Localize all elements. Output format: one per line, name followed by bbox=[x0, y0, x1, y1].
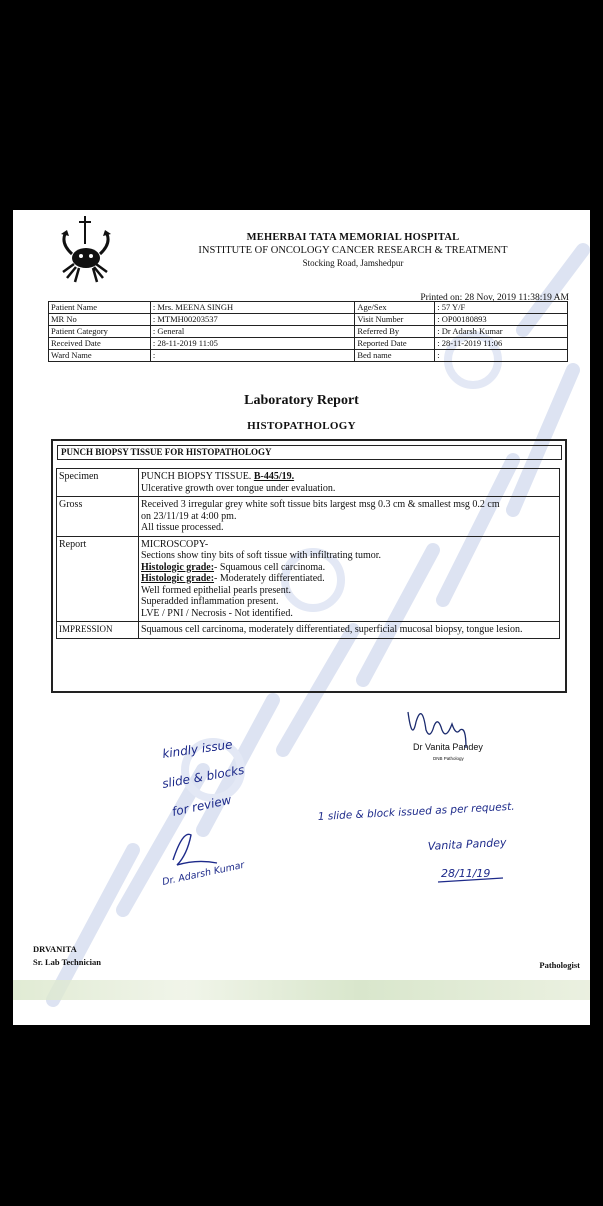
scanner-watermark-label: Scanned by CamScanner bbox=[433, 1002, 573, 1017]
report-page bbox=[13, 210, 590, 1025]
hospital-address: Stocking Road, Jamshedpur bbox=[302, 258, 404, 268]
specimen-code: B-445/19. bbox=[253, 471, 295, 482]
note-left-line3: for review bbox=[170, 792, 233, 819]
impression-label: IMPRESSION bbox=[57, 622, 139, 639]
micro-line1: Sections show tiny bits of soft tissue with infiltrating tumor. bbox=[141, 550, 381, 561]
pathologist-qualification: DNB Pathology bbox=[433, 756, 464, 761]
note-right-date: 28/11/19 bbox=[441, 867, 491, 880]
value-received-date: : 28-11-2019 11:05 bbox=[150, 338, 355, 350]
label-visit-number: Visit Number bbox=[355, 314, 435, 326]
gross-line2: on 23/11/19 at 4:00 pm. bbox=[141, 510, 237, 522]
label-bed-name: Bed name bbox=[355, 350, 435, 362]
label-reported-date: Reported Date bbox=[355, 338, 435, 350]
note-left-sign: Dr. Adarsh Kumar bbox=[161, 859, 246, 888]
report-title: Laboratory Report bbox=[244, 393, 359, 408]
note-left-line2: slide & blocks bbox=[161, 762, 246, 791]
label-patient-name: Patient Name bbox=[49, 302, 151, 314]
label-ward-name: Ward Name bbox=[49, 350, 151, 362]
impression-value: Squamous cell carcinoma, moderately differentiated, superficial mucosal biopsy, tongue lesion. bbox=[139, 622, 560, 639]
pathologist-name: Dr Vanita Pandey bbox=[413, 742, 483, 752]
note-right: 1 slide & block issued as per request. bbox=[317, 800, 515, 823]
pathologist-label: Pathologist bbox=[539, 960, 580, 970]
value-patient-category: : General bbox=[150, 326, 355, 338]
technician-block bbox=[33, 943, 101, 969]
gross-label: Gross bbox=[57, 497, 139, 537]
page-edge-strip bbox=[13, 980, 590, 1000]
hospital-institute: INSTITUTE OF ONCOLOGY CANCER RESEARCH & TREATMENT bbox=[198, 245, 508, 256]
label-referred-by: Referred By bbox=[355, 326, 435, 338]
grade1-value: - Squamous cell carcinoma. bbox=[214, 561, 326, 573]
note-right-sign: Vanita Pandey bbox=[427, 835, 507, 853]
grade1-label: Histologic grade: bbox=[141, 561, 215, 573]
note-left-line1: kindly issue bbox=[161, 737, 234, 761]
label-mr-no: MR No bbox=[49, 314, 151, 326]
micro-title: MICROSCOPY- bbox=[141, 538, 209, 550]
label-patient-category: Patient Category bbox=[49, 326, 151, 338]
gross-line3: All tissue processed. bbox=[141, 522, 224, 533]
technician-role: Sr. Lab Technician bbox=[33, 957, 101, 967]
printed-timestamp: Printed on: 28 Nov, 2019 11:38:19 AM bbox=[420, 293, 569, 303]
micro-line4: LVE / PNI / Necrosis - Not identified. bbox=[141, 607, 293, 619]
grade2-value: - Moderately differentiated. bbox=[214, 573, 325, 584]
department-title: HISTOPATHOLOGY bbox=[247, 420, 356, 432]
value-patient-name: : Mrs. MEENA SINGH bbox=[150, 302, 355, 314]
value-ward-name: : bbox=[150, 350, 355, 362]
value-bed-name: : bbox=[435, 350, 568, 362]
specimen-label: Specimen bbox=[57, 469, 139, 497]
specimen-line2: Ulcerative growth over tongue under evaluation. bbox=[141, 482, 336, 494]
handwriting-layer bbox=[13, 210, 590, 1025]
value-mr-no: : MTMH00203537 bbox=[150, 314, 355, 326]
section-header: PUNCH BIOPSY TISSUE FOR HISTOPATHOLOGY bbox=[57, 445, 562, 460]
label-age-sex: Age/Sex bbox=[355, 302, 435, 314]
micro-line2: Well formed epithelial pearls present. bbox=[141, 584, 291, 596]
value-age-sex: : 57 Y/F bbox=[435, 302, 568, 314]
value-referred-by: : Dr Adarsh Kumar bbox=[435, 326, 568, 338]
grade2-label: Histologic grade: bbox=[141, 573, 215, 584]
hospital-name: MEHERBAI TATA MEMORIAL HOSPITAL bbox=[246, 232, 460, 243]
micro-line3: Superadded inflammation present. bbox=[141, 596, 279, 607]
gross-line1: Received 3 irregular grey white soft tissue bits largest msg 0.3 cm & smallest msg 0.2 cm bbox=[141, 499, 500, 510]
value-reported-date: : 28-11-2019 11:06 bbox=[435, 338, 568, 350]
specimen-text: PUNCH BIOPSY TISSUE. bbox=[141, 471, 252, 482]
technician-name: DRVANITA bbox=[33, 944, 77, 954]
value-visit-number: : OP00180893 bbox=[435, 314, 568, 326]
report-label: Report bbox=[57, 536, 139, 622]
label-received-date: Received Date bbox=[49, 338, 151, 350]
